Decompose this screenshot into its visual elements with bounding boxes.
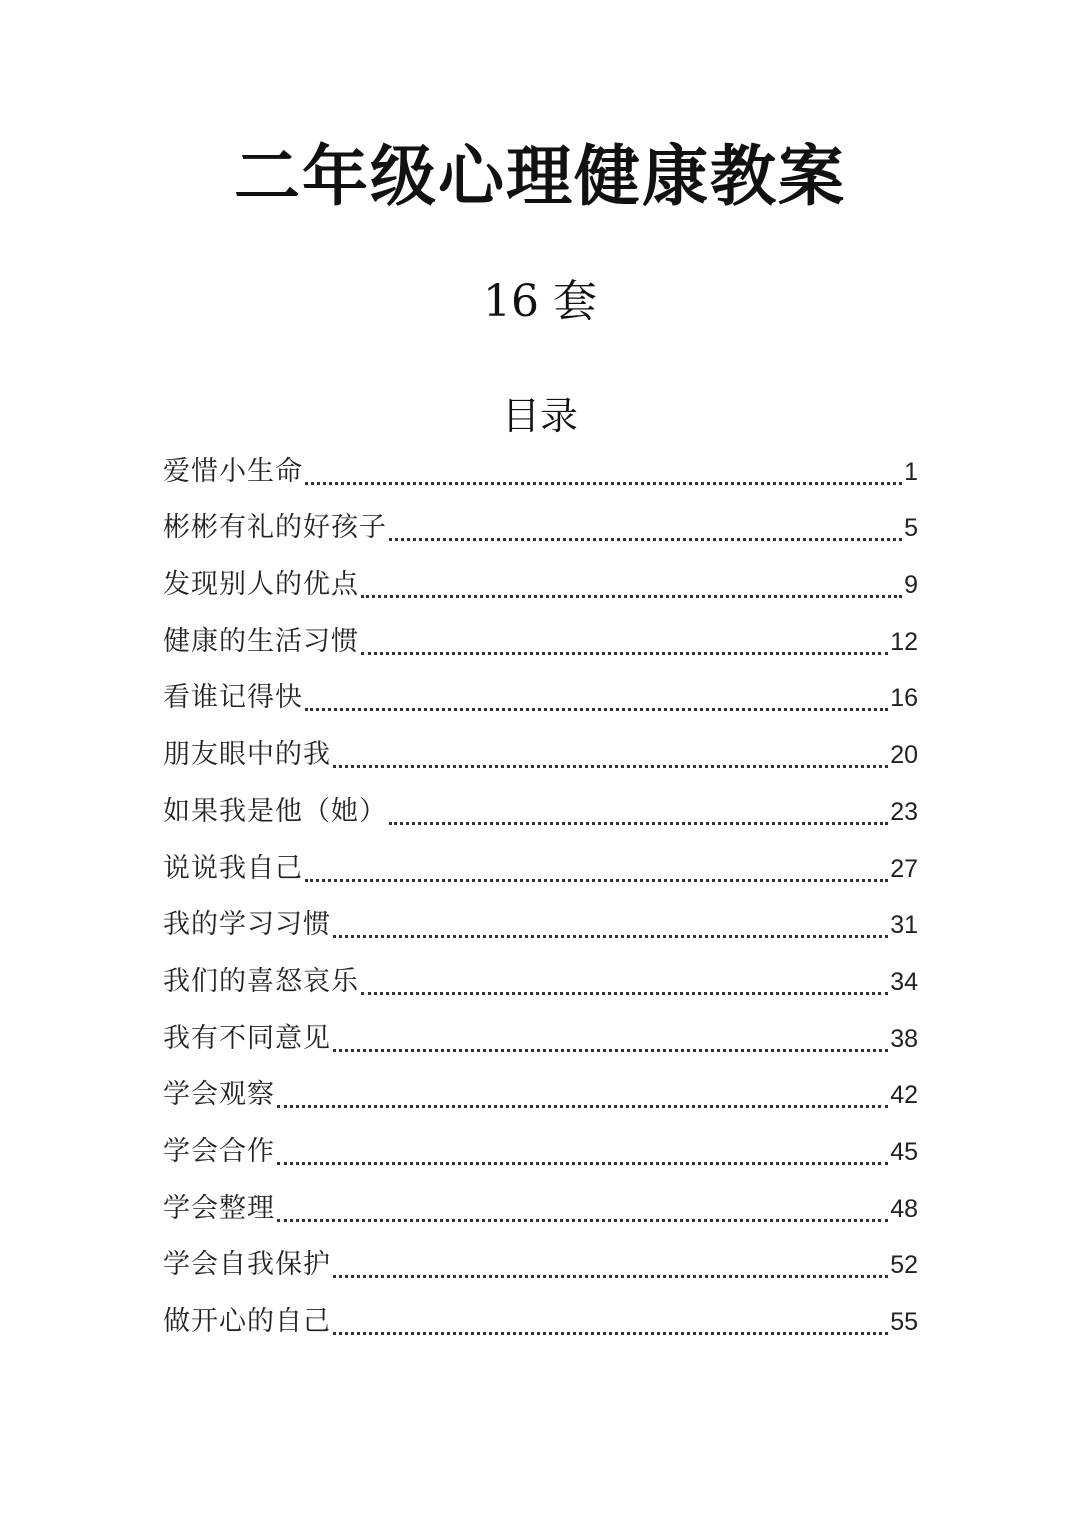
toc-entry[interactable] [163, 1123, 918, 1180]
toc-dot-leader [361, 652, 888, 655]
toc-page-number: 34 [890, 967, 918, 996]
toc-entry[interactable] [163, 783, 918, 840]
toc-page-number: 42 [890, 1081, 918, 1110]
toc-entry[interactable] [163, 1237, 918, 1294]
toc-entry-title: 我们的喜怒哀乐 [163, 965, 359, 997]
toc-page-number: 23 [890, 797, 918, 826]
toc-entry[interactable] [163, 1067, 918, 1124]
toc-dot-leader [333, 765, 888, 768]
toc-entry[interactable] [163, 1293, 918, 1350]
toc-dot-leader [389, 538, 902, 541]
table-of-contents [163, 443, 918, 1350]
toc-entry-title: 学会自我保护 [163, 1249, 331, 1281]
toc-dot-leader [305, 879, 888, 882]
toc-entry-title: 爱惜小生命 [163, 455, 303, 487]
toc-heading: 目录 [501, 394, 578, 438]
document-subtitle: 16 套 [483, 276, 597, 327]
toc-dot-leader [361, 992, 888, 995]
toc-entry-title: 说说我自己 [163, 852, 303, 884]
toc-entry[interactable] [163, 1010, 918, 1067]
toc-entry[interactable] [163, 897, 918, 954]
toc-page-number: 5 [904, 514, 918, 543]
toc-dot-leader [277, 1105, 888, 1108]
toc-entry[interactable] [163, 840, 918, 897]
toc-dot-leader [277, 1219, 888, 1222]
toc-page-number: 9 [904, 571, 918, 600]
toc-page-number: 16 [890, 684, 918, 713]
toc-entry-title: 做开心的自己 [163, 1306, 331, 1337]
toc-page-number: 52 [890, 1251, 918, 1280]
toc-page-number: 20 [890, 741, 918, 770]
toc-page-number: 55 [890, 1308, 918, 1336]
toc-page-number: 45 [890, 1137, 918, 1166]
toc-entry-title: 学会合作 [163, 1135, 275, 1167]
toc-entry-title: 发现别人的优点 [163, 569, 359, 601]
toc-entry-title: 彬彬有礼的好孩子 [163, 512, 387, 544]
toc-page-number: 48 [890, 1194, 918, 1223]
toc-entry-title: 我有不同意见 [163, 1022, 331, 1054]
toc-dot-leader [333, 935, 888, 938]
toc-entry[interactable] [163, 1180, 918, 1237]
toc-page-number: 1 [904, 457, 918, 486]
toc-page-number: 27 [890, 854, 918, 883]
toc-entry[interactable] [163, 726, 918, 783]
toc-dot-leader [305, 482, 902, 485]
toc-dot-leader [361, 595, 902, 598]
toc-page-number: 38 [890, 1024, 918, 1053]
toc-entry-title: 看谁记得快 [163, 682, 303, 714]
document-title: 二年级心理健康教案 [234, 138, 846, 215]
toc-dot-leader [333, 1049, 888, 1052]
toc-dot-leader [277, 1162, 888, 1165]
toc-entry-title: 健康的生活习惯 [163, 625, 359, 657]
toc-entry-title: 学会观察 [163, 1079, 275, 1111]
toc-dot-leader [305, 708, 888, 711]
toc-entry[interactable] [163, 953, 918, 1010]
toc-entry-title: 朋友眼中的我 [163, 739, 331, 771]
toc-entry-title: 我的学习习惯 [163, 909, 331, 941]
toc-entry[interactable] [163, 670, 918, 727]
toc-dot-leader [333, 1332, 888, 1335]
toc-entry-title: 如果我是他（她） [163, 795, 387, 827]
toc-entry[interactable] [163, 613, 918, 670]
toc-entry-title: 学会整理 [163, 1192, 275, 1224]
toc-dot-leader [333, 1275, 888, 1278]
toc-entry[interactable] [163, 443, 918, 500]
toc-page-number: 12 [890, 627, 918, 656]
toc-dot-leader [389, 822, 888, 825]
toc-entry[interactable] [163, 556, 918, 613]
toc-page-number: 31 [890, 911, 918, 940]
toc-entry[interactable] [163, 500, 918, 557]
